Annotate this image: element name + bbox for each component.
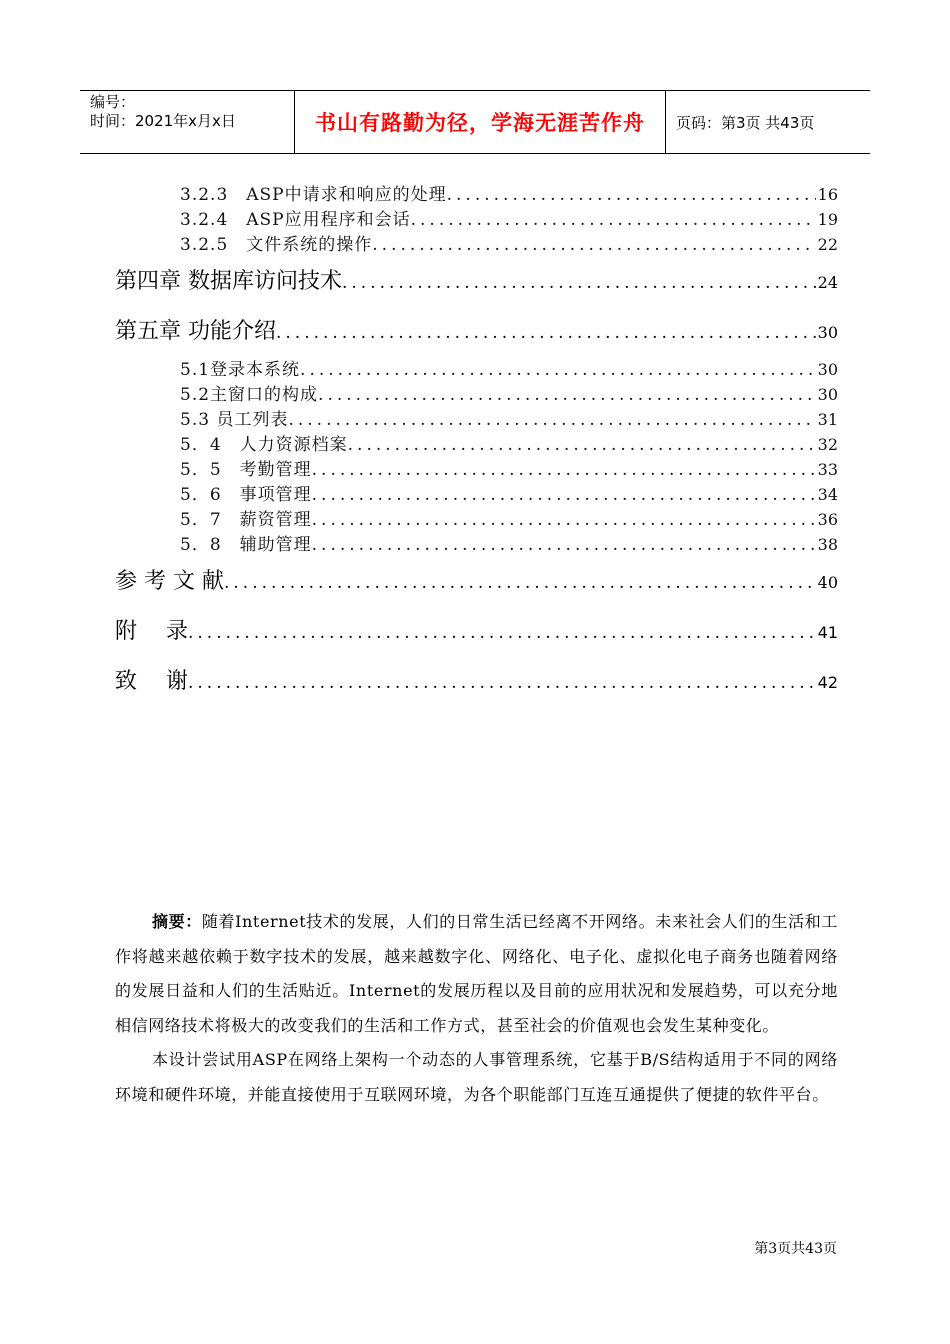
toc-entry-page: 38	[817, 535, 838, 554]
toc-entry[interactable]	[115, 405, 838, 430]
toc-leader	[447, 185, 816, 205]
abstract-label: 摘要：	[152, 912, 202, 931]
toc-entry-title: 5．5 考勤管理	[180, 460, 312, 480]
toc-entry[interactable]	[115, 480, 838, 505]
toc-chapter-entry[interactable]	[115, 614, 838, 645]
toc-entry[interactable]	[115, 380, 838, 405]
number-label: 编号：	[90, 93, 136, 111]
toc-entry-page: 30	[817, 360, 838, 379]
toc-entry-title: 5．8 辅助管理	[180, 535, 312, 555]
toc-entry[interactable]	[115, 205, 838, 230]
toc-leader	[312, 460, 816, 480]
toc-entry[interactable]	[115, 230, 838, 255]
toc-entry-title: 3.2.5 文件系统的操作	[180, 235, 373, 255]
abstract-text: 随着Internet技术的发展，人们的日常生活已经离不开网络。未来社会人们的生活和工作将越来越依赖于数字技术的发展，越来越数字化、网络化、电子化、虚拟化电子商务也随着网络的发展日益和人们的生活贴近。Internet的发展历程以及目前的应用状况和发展趋势，可以充分地相信网络技术将极大的改变我们的生活和工作方式，甚至社会的价值观也会发生某种变化。	[115, 912, 838, 1035]
toc-chapter-entry[interactable]	[115, 314, 838, 345]
page-footer: 第3页共43页	[754, 1241, 837, 1257]
toc-leader	[312, 510, 816, 530]
toc-entry-title: 致 谢	[115, 669, 188, 694]
toc-entry-page: 42	[817, 673, 838, 692]
toc-entry-title: 5．6 事项管理	[180, 485, 312, 505]
toc-entry-title: 参 考 文 献	[115, 569, 224, 594]
toc-entry-page: 30	[817, 385, 838, 404]
toc-entry-title: 5．7 薪资管理	[180, 510, 312, 530]
toc-leader	[411, 210, 816, 230]
toc-leader	[348, 435, 816, 455]
toc-leader	[188, 623, 816, 643]
toc-leader	[188, 673, 816, 693]
toc-chapter-entry[interactable]	[115, 264, 838, 295]
header-page-code: 页码：第3页 共43页	[676, 113, 815, 132]
toc-leader	[312, 485, 816, 505]
toc-entry-page: 32	[817, 435, 838, 454]
toc-entry-page: 19	[817, 210, 838, 229]
page-header	[80, 90, 870, 154]
toc-entry[interactable]	[115, 505, 838, 530]
abstract-paragraph	[115, 1043, 838, 1112]
toc-leader	[342, 273, 816, 293]
toc-entry-page: 34	[817, 485, 838, 504]
toc-entry-page: 30	[817, 323, 838, 342]
toc-entry-page: 40	[817, 573, 838, 592]
toc-leader	[276, 323, 816, 343]
toc-entry-page: 36	[817, 510, 838, 529]
toc-entry[interactable]	[115, 530, 838, 555]
toc-leader	[300, 360, 816, 380]
toc-entry-title: 3.2.3 ASP中请求和响应的处理	[180, 185, 447, 205]
toc-leader	[288, 410, 815, 430]
toc-entry-title: 5.1登录本系统	[180, 360, 301, 380]
toc-entry-page: 41	[817, 623, 838, 642]
toc-entry-title: 5.2主窗口的构成	[180, 385, 319, 405]
abstract-paragraph	[115, 905, 838, 1043]
toc-chapter-entry[interactable]	[115, 664, 838, 695]
toc-entry-page: 31	[817, 410, 838, 429]
toc-entry-title: 附 录	[115, 619, 188, 644]
toc-entry-page: 24	[817, 273, 838, 292]
toc-entry[interactable]	[115, 180, 838, 205]
toc-leader	[312, 535, 816, 555]
toc-entry-title: 3.2.4 ASP应用程序和会话	[180, 210, 411, 230]
toc-entry-page: 33	[817, 460, 838, 479]
toc-entry[interactable]	[115, 455, 838, 480]
toc-entry-page: 22	[817, 235, 838, 254]
abstract	[115, 905, 838, 1112]
toc-chapter-entry[interactable]	[115, 564, 838, 595]
toc-entry-title: 第五章 功能介绍	[115, 319, 276, 344]
toc-leader	[318, 385, 816, 405]
toc-entry[interactable]	[115, 355, 838, 380]
toc-entry-title: 5.3 员工列表	[180, 410, 289, 430]
toc-leader	[224, 573, 816, 593]
toc-entry-title: 5．4 人力资源档案	[180, 435, 348, 455]
header-motto: 书山有路勤为径，学海无涯苦作舟	[294, 91, 666, 153]
toc-leader	[372, 235, 815, 255]
toc-entry[interactable]	[115, 430, 838, 455]
header-meta	[80, 91, 294, 153]
toc-entry-title: 第四章 数据库访问技术	[115, 269, 342, 294]
time-label: 时间：2021年x月x日	[90, 112, 236, 130]
abstract-text: 本设计尝试用ASP在网络上架构一个动态的人事管理系统，它基于B/S结构适用于不同的网络环境和硬件环境，并能直接使用于互联网环境，为各个职能部门互连互通提供了便捷的软件平台。	[115, 1050, 838, 1104]
toc-entry-page: 16	[817, 185, 838, 204]
